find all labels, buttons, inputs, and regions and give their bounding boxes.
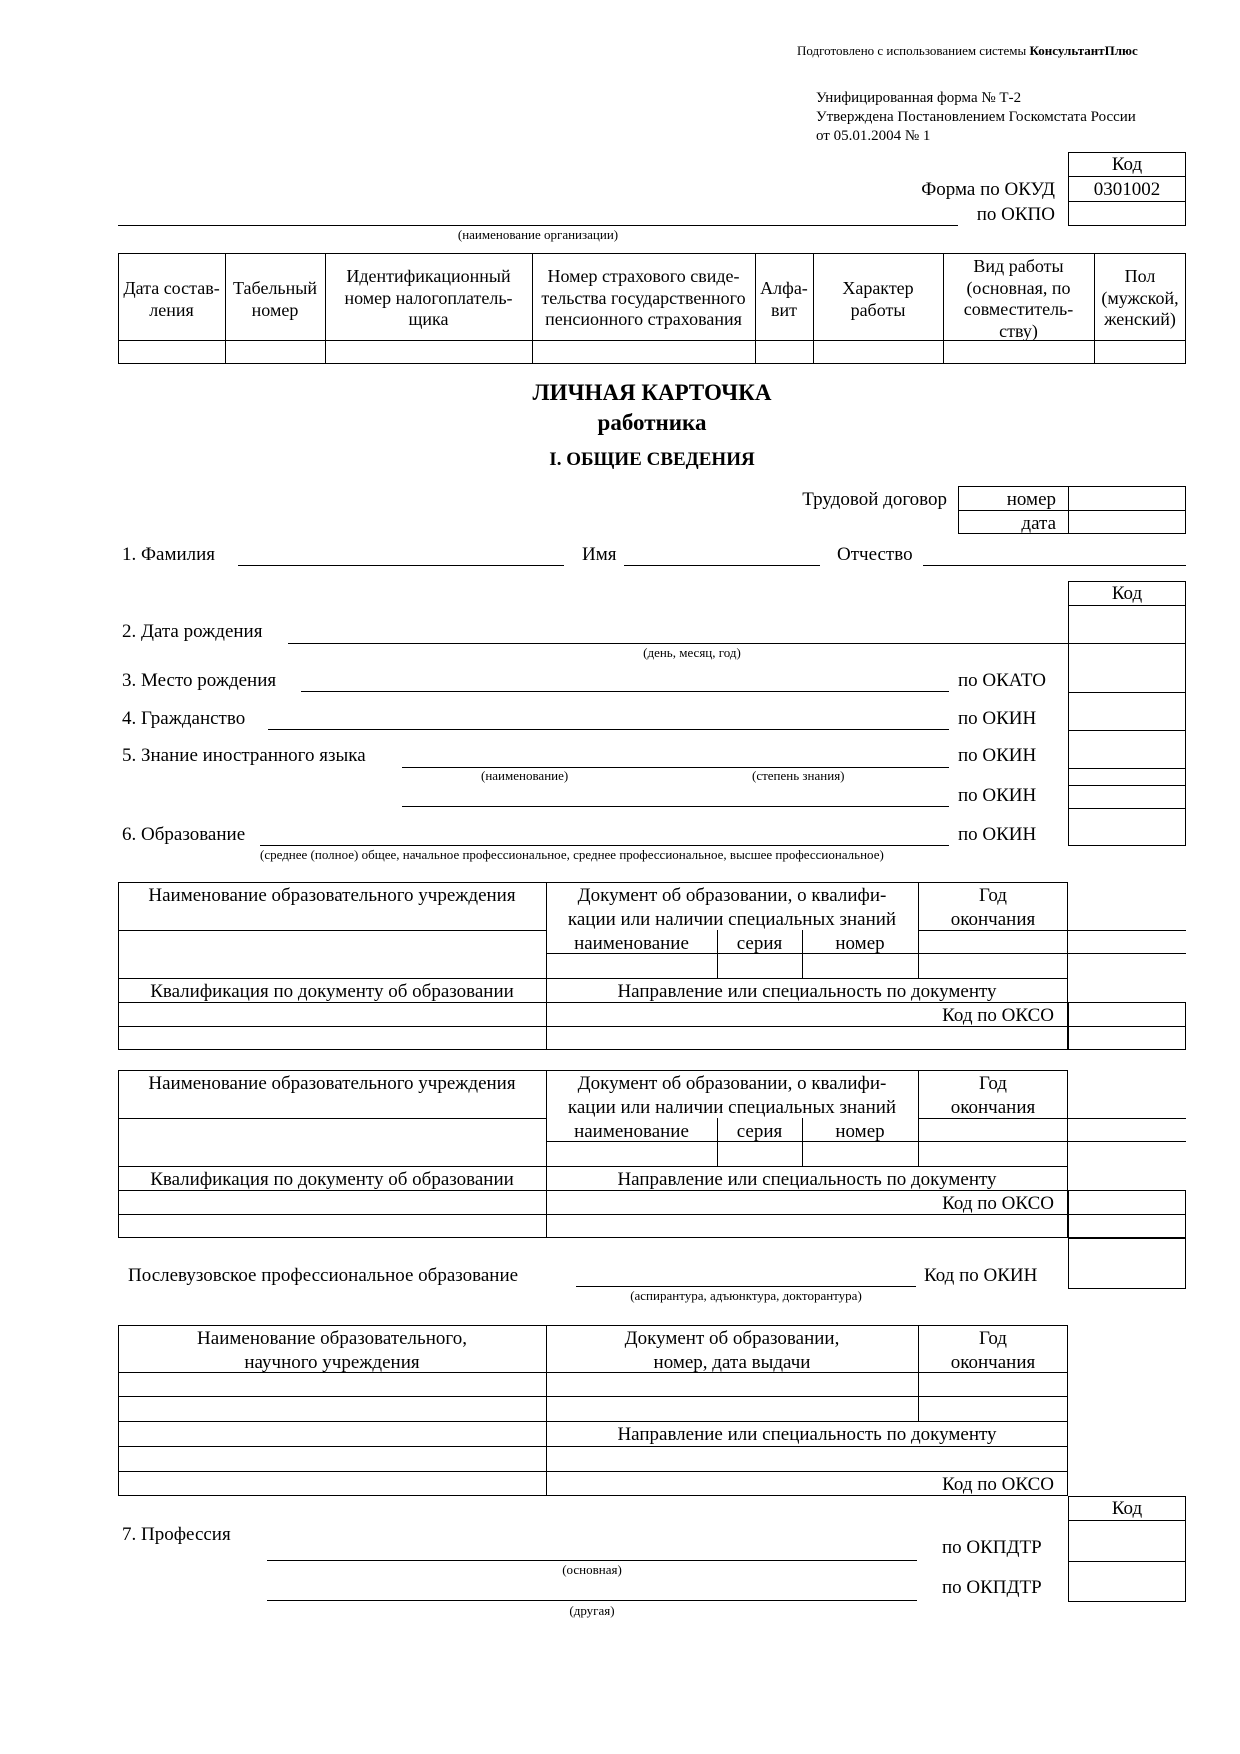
okato-label: по ОКАТО — [958, 670, 1046, 691]
col-snils: Номер страхового свиде-тельства государственного пенсионного страхования — [541, 266, 746, 330]
language-label: 5. Знание иностранного языка — [122, 745, 366, 766]
edu2-year-2: окончания — [950, 1097, 1036, 1118]
edu1-institution: Наименование образовательного учреждения — [148, 885, 516, 906]
pg-institution-1: Наименование образовательного, — [197, 1328, 467, 1349]
edu2-year-1: Год — [979, 1073, 1007, 1094]
language-level-caption: (степень знания) — [752, 768, 845, 783]
profession-main-caption: (основная) — [562, 1562, 622, 1577]
okud-value[interactable]: 0301002 — [1093, 179, 1161, 200]
edu2-speciality: Направление или специальность по документу — [617, 1169, 997, 1190]
prepared-prefix: Подготовлено с использованием системы — [797, 43, 1030, 58]
postgrad-okin-box[interactable] — [1068, 1238, 1186, 1289]
okso-code-box-2[interactable] — [1068, 1190, 1186, 1238]
surname-input[interactable] — [238, 565, 564, 566]
section-title: I. ОБЩИЕ СВЕДЕНИЯ — [549, 449, 755, 470]
birth-place-label: 3. Место рождения — [122, 670, 277, 691]
name-input[interactable] — [624, 565, 820, 566]
col-inn: Идентификационный номер налогоплатель-щика — [344, 266, 513, 330]
prepared-note — [797, 44, 1138, 57]
okin-4-label: по ОКИН — [958, 824, 1037, 845]
birth-date-label: 2. Дата рождения — [122, 621, 263, 642]
okso-code-box-1[interactable] — [1068, 1002, 1186, 1050]
name-label: Имя — [582, 544, 617, 565]
edu2-document-2: кации или наличии специальных знаний — [567, 1097, 897, 1118]
form-line-2: Утверждена Постановлением Госкомстата России — [816, 109, 1136, 125]
pg-okso: Код по ОКСО — [942, 1474, 1054, 1495]
col-alphabet: Алфа-вит — [760, 278, 808, 320]
edu1-doc-number: номер — [835, 933, 885, 954]
birth-date-caption: (день, месяц, год) — [643, 645, 741, 660]
col-work-kind: Вид работы (основная, по совместитель-ству) — [963, 256, 1074, 341]
contract-number-label: номер — [1006, 489, 1056, 510]
edu2-okso: Код по ОКСО — [942, 1193, 1054, 1214]
codes-header: Код — [1111, 583, 1143, 604]
profession-other-caption: (другая) — [569, 1603, 615, 1618]
pg-institution-2: научного учреждения — [244, 1352, 420, 1373]
edu1-document-1: Документ об образовании, о квалифи- — [577, 885, 887, 906]
profession-label: 7. Профессия — [122, 1524, 231, 1545]
patronymic-label: Отчество — [837, 544, 913, 565]
education-label: 6. Образование — [122, 824, 246, 845]
edu2-institution: Наименование образовательного учреждения — [148, 1073, 516, 1094]
form-line-1: Унифицированная форма № Т-2 — [816, 90, 1022, 106]
birth-place-input[interactable] — [301, 691, 949, 692]
edu2-document-1: Документ об образовании, о квалифи- — [577, 1073, 887, 1094]
org-caption: (наименование организации) — [457, 227, 619, 242]
pg-year-2: окончания — [950, 1352, 1036, 1373]
okin-1-label: по ОКИН — [958, 708, 1037, 729]
edu1-doc-name: наименование — [574, 933, 689, 954]
edu1-okso: Код по ОКСО — [942, 1005, 1054, 1026]
col-work-type: Характер работы — [842, 278, 914, 320]
edu2-doc-number: номер — [835, 1121, 885, 1142]
pg-speciality: Направление или специальность по документу — [617, 1424, 997, 1445]
pg-year-1: Год — [979, 1328, 1007, 1349]
code-header: Код — [1111, 154, 1143, 175]
citizenship-input[interactable] — [268, 729, 949, 730]
col-tab-number: Табельный номер — [233, 278, 317, 320]
contract-date-label: дата — [1021, 513, 1056, 534]
pg-document-1: Документ об образовании, — [624, 1328, 840, 1349]
edu2-qualification: Квалификация по документу об образовании — [150, 1169, 514, 1190]
profession-main-input[interactable] — [267, 1560, 917, 1561]
org-name-line[interactable] — [118, 225, 958, 226]
okpdtr-2-label: по ОКПДТР — [942, 1577, 1042, 1598]
citizenship-label: 4. Гражданство — [122, 708, 246, 729]
profession-other-input[interactable] — [267, 1600, 917, 1601]
col-date: Дата состав-ления — [123, 278, 220, 320]
col-sex: Пол (мужской, женский) — [1101, 266, 1179, 330]
prepared-brand: КонсультантПлюс — [1029, 43, 1138, 58]
language-name-caption: (наименование) — [481, 768, 569, 783]
edu1-year-1: Год — [979, 885, 1007, 906]
birth-date-input[interactable] — [288, 643, 1068, 644]
education-caption: (среднее (полное) общее, начальное профессиональное, среднее профессиональное, высшее профессиональное) — [260, 847, 884, 862]
postgrad-okin-label: Код по ОКИН — [924, 1265, 1038, 1286]
edu1-speciality: Направление или специальность по документу — [617, 981, 997, 1002]
surname-label: 1. Фамилия — [122, 544, 216, 565]
okpdtr-1-label: по ОКПДТР — [942, 1537, 1042, 1558]
patronymic-input[interactable] — [923, 565, 1186, 566]
form-line-3: от 05.01.2004 № 1 — [816, 128, 931, 144]
codes-column — [1068, 581, 1186, 846]
edu1-qualification: Квалификация по документу об образовании — [150, 981, 514, 1002]
edu2-doc-name: наименование — [574, 1121, 689, 1142]
edu2-doc-series: серия — [736, 1121, 783, 1142]
contract-label: Трудовой договор — [802, 489, 947, 510]
postgrad-caption: (аспирантура, адъюнктура, докторантура) — [630, 1288, 862, 1303]
title-main: ЛИЧНАЯ КАРТОЧКА — [532, 380, 772, 405]
edu1-doc-series: серия — [736, 933, 783, 954]
edu1-document-2: кации или наличии специальных знаний — [567, 909, 897, 930]
okin-3-label: по ОКИН — [958, 785, 1037, 806]
okin-2-label: по ОКИН — [958, 745, 1037, 766]
postgrad-input[interactable] — [576, 1286, 916, 1287]
okud-label: Форма по ОКУД — [921, 179, 1055, 200]
postgrad-label: Послевузовское профессиональное образование — [128, 1265, 519, 1286]
okpo-label: по ОКПО — [976, 204, 1055, 225]
title-sub: работника — [597, 410, 707, 435]
language-2-input[interactable] — [402, 806, 949, 807]
edu1-year-2: окончания — [950, 909, 1036, 930]
pg-document-2: номер, дата выдачи — [653, 1352, 811, 1373]
education-input[interactable] — [260, 845, 949, 846]
profession-code-header: Код — [1111, 1498, 1143, 1519]
